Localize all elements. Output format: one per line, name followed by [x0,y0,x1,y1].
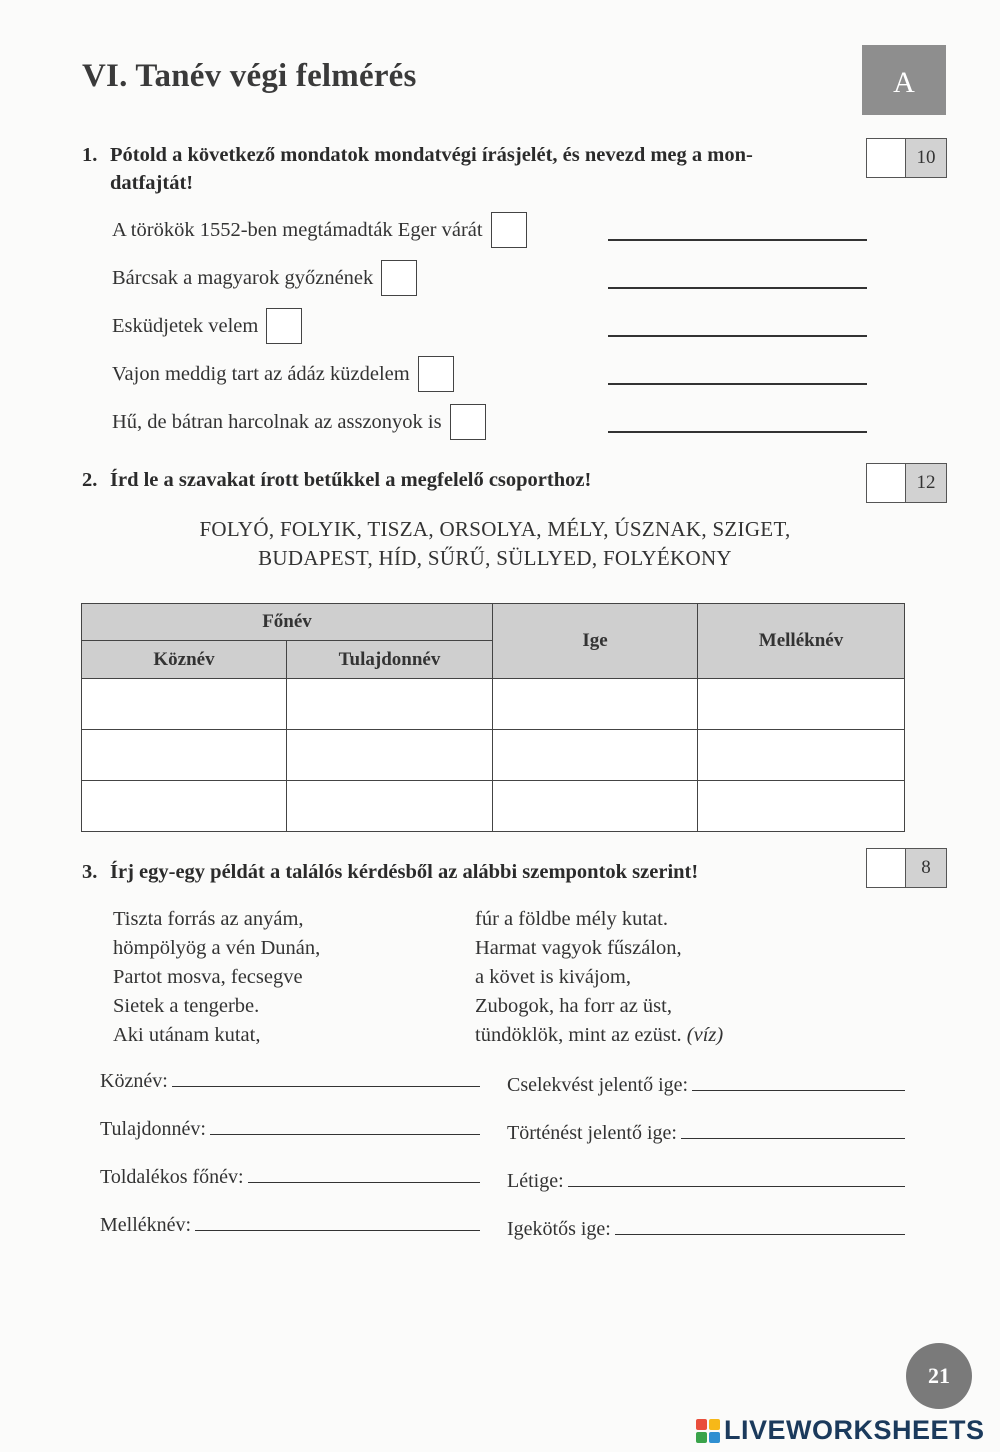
task2-number: 2. [82,469,98,491]
answer-line[interactable] [681,1138,905,1140]
sentence-row-4 [112,356,454,392]
table-cell-adjective[interactable] [698,730,905,781]
liveworksheets-icon [696,1419,720,1443]
task3-number: 3. [82,861,98,883]
word-sorting-table [81,603,905,832]
page-number: 21 [906,1343,972,1409]
task3-score-box [866,848,947,888]
table-cell-common-noun[interactable] [82,730,287,781]
table-cell-common-noun[interactable] [82,781,287,832]
riddle-line: tündöklök, mint az ezüst. [475,1024,682,1046]
sentence-row-1 [112,212,527,248]
task1-points: 10 [905,139,946,177]
field-label: Igekötős ige: [507,1218,611,1240]
sentence-type-answer-line[interactable] [608,383,867,385]
table-cell-adjective[interactable] [698,679,905,730]
sentence-row-2 [112,260,417,296]
table-cell-proper-noun[interactable] [287,781,493,832]
word-list-line2: BUDAPEST, HÍD, SŰRŰ, SÜLLYED, FOLYÉKONY [258,546,732,570]
liveworksheets-logo[interactable] [696,1415,985,1446]
table-cell-verb[interactable] [493,781,698,832]
sentence-type-answer-line[interactable] [608,239,867,241]
brand-text: LIVEWORKSHEETS [724,1415,985,1445]
table-cell-verb[interactable] [493,679,698,730]
riddle-answer: (víz) [686,1024,724,1046]
field-label: Köznév: [100,1070,168,1092]
riddle-line: hömpölyög a vén Dunán, [113,937,321,959]
header-proper-noun: Tulajdonnév [287,641,493,679]
table-cell-proper-noun[interactable] [287,679,493,730]
sentence-text: Bárcsak a magyarok győznének [112,266,374,289]
header-noun-group: Főnév [82,604,493,641]
field-event-verb [507,1122,905,1145]
field-suffixed-noun [100,1166,480,1189]
answer-line[interactable] [172,1086,480,1088]
field-copula-verb [507,1170,905,1193]
answer-line[interactable] [248,1182,480,1184]
riddle-line: Tiszta forrás az anyám, [113,908,304,930]
task2-prompt [82,466,842,494]
task1-score-box [866,138,947,178]
riddle-line: Aki utánam kutat, [113,1024,261,1046]
riddle-line: fúr a földbe mély kutat. [475,908,668,930]
punctuation-input[interactable] [491,212,527,248]
header-verb: Ige [493,604,698,679]
riddle-line: Harmat vagyok fűszálon, [475,937,682,959]
table-cell-adjective[interactable] [698,781,905,832]
sentence-type-answer-line[interactable] [608,287,867,289]
field-label: Létige: [507,1170,564,1192]
task2-points: 12 [905,464,946,502]
sentence-row-5 [112,404,486,440]
field-label: Cselekvést jelentő ige: [507,1074,689,1096]
sentence-type-answer-line[interactable] [608,431,867,433]
sentence-row-3 [112,308,302,344]
task1-number: 1. [82,144,98,166]
variant-tab: A [862,45,946,115]
field-label: Történést jelentő ige: [507,1122,677,1144]
task1-score-input[interactable] [867,139,905,177]
task2-score-input[interactable] [867,464,905,502]
header-adjective: Melléknév [698,604,905,679]
answer-line[interactable] [210,1134,480,1136]
answer-line[interactable] [568,1186,905,1188]
task2-prompt-text: Írd le a szavakat írott betűkkel a megfelelő csoporthoz! [110,469,592,491]
sentence-text: A törökök 1552-ben megtámadták Eger várát [112,218,483,241]
answer-line[interactable] [692,1090,905,1092]
task3-score-input[interactable] [867,849,905,887]
field-proper-noun [100,1118,480,1141]
sentence-type-answer-line[interactable] [608,335,867,337]
punctuation-input[interactable] [381,260,417,296]
punctuation-input[interactable] [266,308,302,344]
field-adjective [100,1214,480,1237]
task2-score-box [866,463,947,503]
sentence-text: Esküdjetek velem [112,314,259,337]
table-cell-verb[interactable] [493,730,698,781]
field-prefixed-verb [507,1218,905,1241]
riddle-line: a követ is kivájom, [475,966,632,988]
task1-prompt-line1: Pótold a következő mondatok mondatvégi írásjelét, és nevezd meg a mon- [110,144,753,166]
field-label: Tulajdonnév: [100,1118,206,1140]
sentence-text: Vajon meddig tart az ádáz küzdelem [112,362,410,385]
task3-prompt-text: Írj egy-egy példát a találós kérdésből az alábbi szempontok szerint! [110,861,699,883]
word-list [100,515,890,573]
riddle-right-column [475,905,875,1050]
task1-prompt-line2: datfajtát! [110,172,194,194]
field-action-verb [507,1074,905,1097]
field-common-noun [100,1070,480,1093]
header-common-noun: Köznév [82,641,287,679]
table-cell-proper-noun[interactable] [287,730,493,781]
task3-prompt [82,858,842,886]
word-list-line1: FOLYÓ, FOLYIK, TISZA, ORSOLYA, MÉLY, ÚSZNAK, SZIGET, [199,517,791,541]
sentence-text: Hű, de bátran harcolnak az asszonyok is [112,410,442,433]
answer-line[interactable] [195,1230,480,1232]
task1-prompt [82,141,842,197]
page-title: VI. Tanév végi felmérés [82,58,417,94]
table-cell-common-noun[interactable] [82,679,287,730]
riddle-line: Zubogok, ha forr az üst, [475,995,672,1017]
answer-line[interactable] [615,1234,905,1236]
punctuation-input[interactable] [450,404,486,440]
riddle-left-column [113,905,453,1050]
field-label: Toldalékos főnév: [100,1166,244,1188]
riddle-line: Sietek a tengerbe. [113,995,260,1017]
task3-points: 8 [905,849,946,887]
punctuation-input[interactable] [418,356,454,392]
field-label: Melléknév: [100,1214,192,1236]
riddle-line: Partot mosva, fecsegve [113,966,303,988]
